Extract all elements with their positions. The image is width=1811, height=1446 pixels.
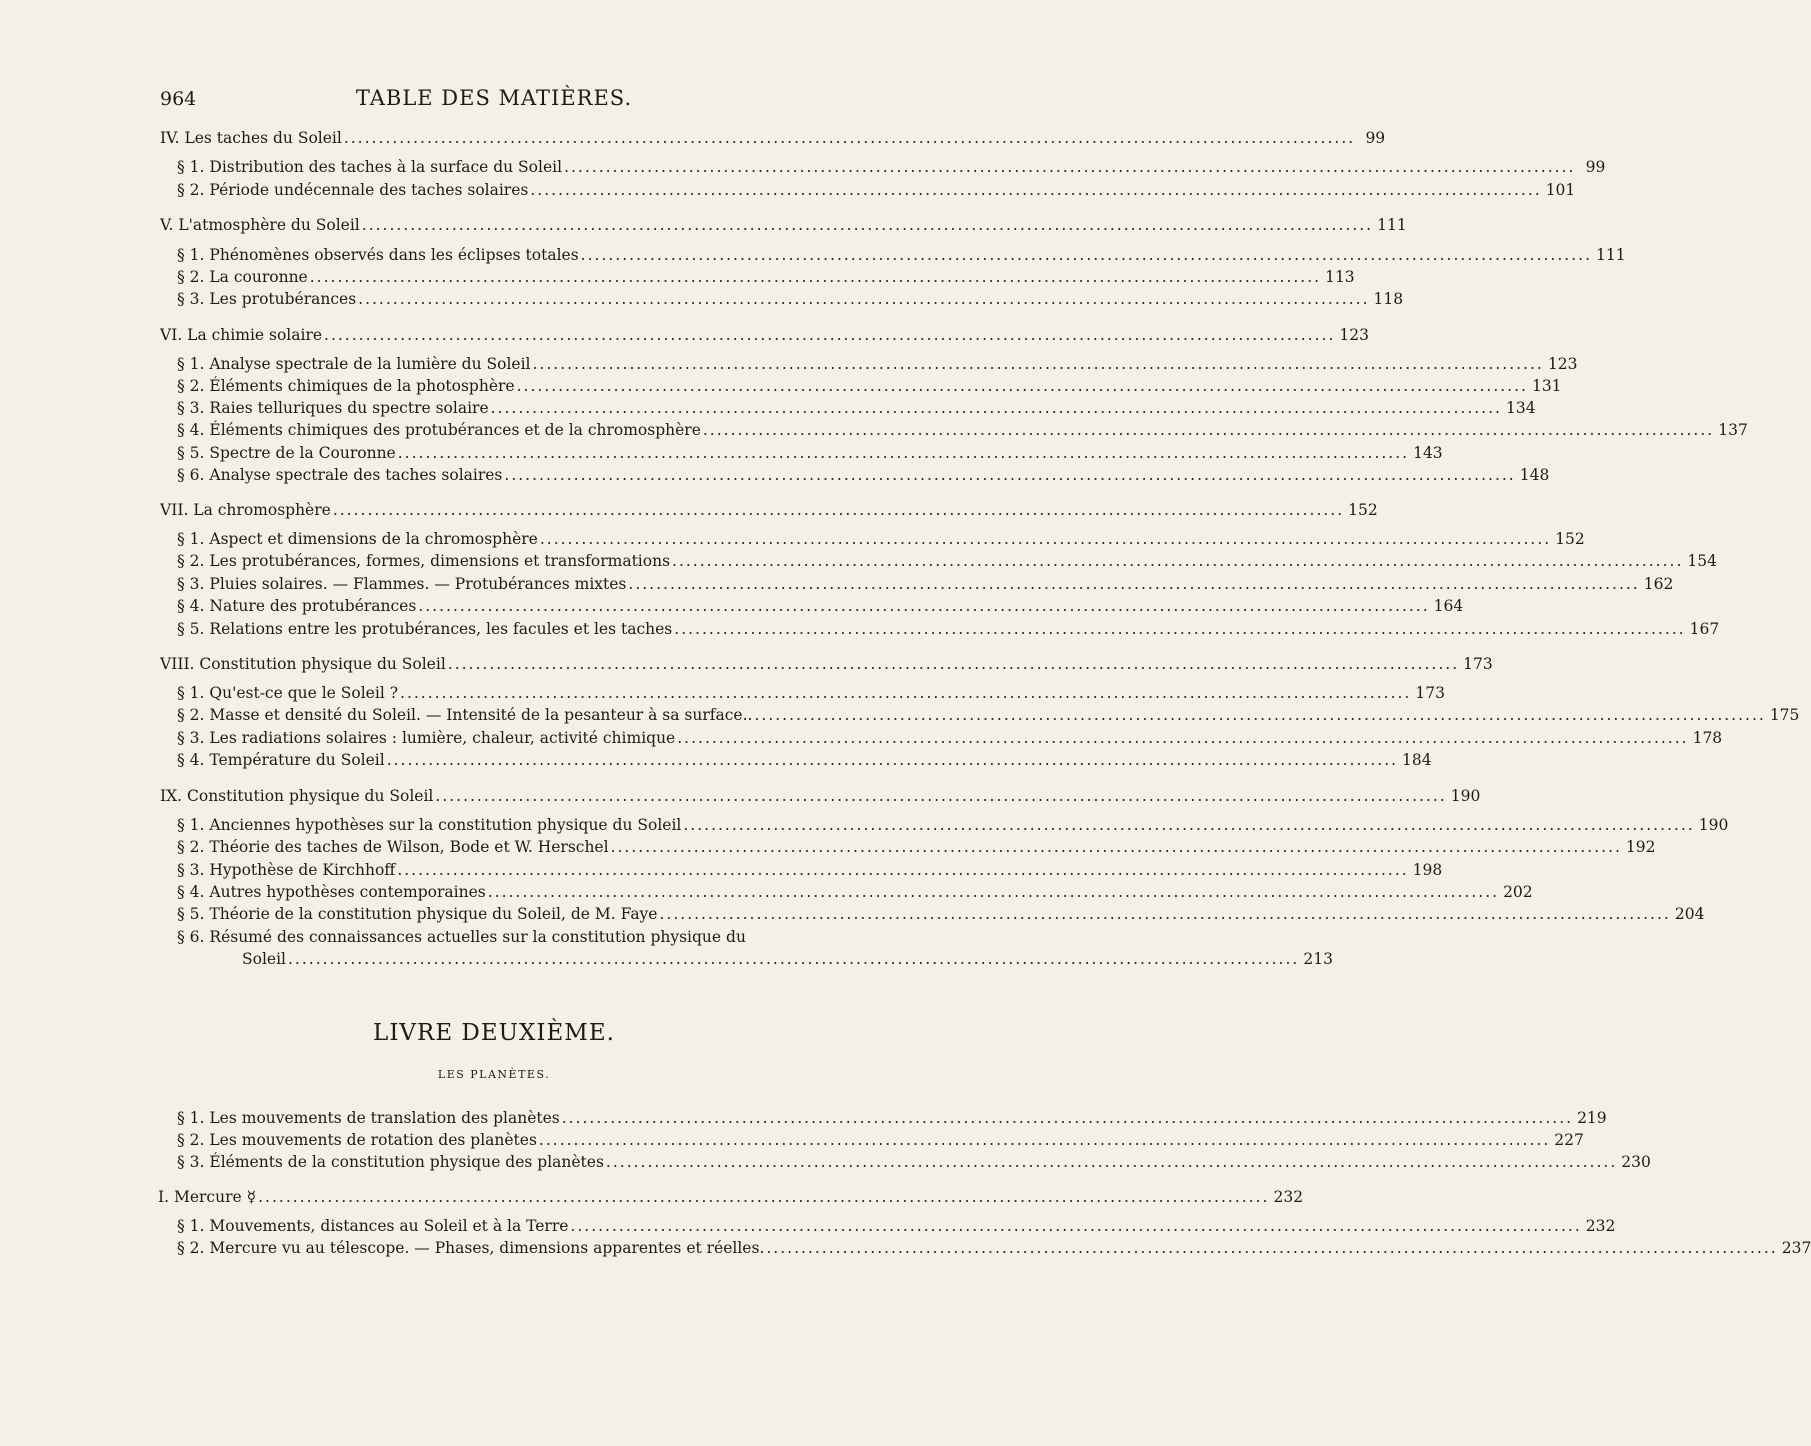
dot-leader: .................................................................................................................................................. <box>754 706 1766 724</box>
dot-leader: .................................................................................................................................................. <box>400 684 1412 702</box>
dot-leader: .................................................................................................................................................. <box>561 1109 1574 1127</box>
book-subtitle: LES PLANÈTES. <box>437 1068 551 1081</box>
dot-leader: .................................................................................................................................................. <box>504 466 1516 484</box>
toc-entry: § 4. Nature des protubérances .................................................................................................................................................. 164 <box>177 597 1464 615</box>
dot-leader: .................................................................................................................................................. <box>332 501 1345 519</box>
toc-entry: § 2. La couronne .................................................................................................................................................. 113 <box>177 268 1355 286</box>
toc-entry: § 4. Autres hypothèses contemporaines .................................................................................................................................................. 202 <box>177 883 1533 901</box>
dot-leader: .................................................................................................................................................. <box>674 620 1686 638</box>
toc-entry: § 1. Analyse spectrale de la lumière du Soleil .................................................................................................................................................. 123 <box>177 355 1578 373</box>
dot-leader: .................................................................................................................................................. <box>539 530 1552 548</box>
dot-leader: .................................................................................................................................................. <box>516 377 1528 395</box>
toc-entry: § 1. Anciennes hypothèses sur la constitution physique du Soleil .................................................................................................................................................. 190 <box>177 816 1729 834</box>
toc-entry: § 2. Les protubérances, formes, dimensions et transformations .................................................................................................................................................. 154 <box>177 552 1717 570</box>
dot-leader: .................................................................................................................................................. <box>677 729 1689 747</box>
dot-leader: .................................................................................................................................................. <box>530 181 1542 199</box>
toc-entry: § 3. Éléments de la constitution physique des planètes .................................................................................................................................................. 230 <box>177 1153 1651 1171</box>
toc-entry: § 1. Distribution des taches à la surface du Soleil .................................................................................................................................................. 99 <box>177 158 1606 176</box>
toc-entry: VIII. Constitution physique du Soleil .................................................................................................................................................. 173 <box>160 655 1493 673</box>
dot-leader: .................................................................................................................................................. <box>418 597 1430 615</box>
dot-leader: .................................................................................................................................................. <box>397 861 1409 879</box>
dot-leader: .................................................................................................................................................. <box>628 575 1640 593</box>
dot-leader: .................................................................................................................................................. <box>610 838 1622 856</box>
dot-leader: .................................................................................................................................................. <box>447 655 1460 673</box>
toc-entry: VII. La chromosphère .................................................................................................................................................. 152 <box>160 501 1378 519</box>
dot-leader: .................................................................................................................................................. <box>487 883 1500 901</box>
toc-entry: § 3. Pluies solaires. — Flammes. — Protubérances mixtes .................................................................................................................................................. 162 <box>177 575 1674 593</box>
toc-entry: VI. La chimie solaire .................................................................................................................................................. 123 <box>160 326 1369 344</box>
dot-leader: .................................................................................................................................................. <box>605 1153 1618 1171</box>
dot-leader: .................................................................................................................................................. <box>672 552 1684 570</box>
dot-leader: .................................................................................................................................................. <box>702 421 1715 439</box>
page-number: 964 <box>160 88 197 110</box>
toc-entry: § 5. Relations entre les protubérances, les facules et les taches .................................................................................................................................................. 167 <box>177 620 1720 638</box>
dot-leader: .................................................................................................................................................. <box>659 905 1671 923</box>
dot-leader: .................................................................................................................................................. <box>358 290 1370 308</box>
running-header <box>160 86 828 112</box>
dot-leader: .................................................................................................................................................. <box>386 751 1399 769</box>
toc-entry-continuation: Soleil .................................................................................................................................................. 213 <box>242 950 1333 968</box>
dot-leader: .................................................................................................................................................. <box>683 816 1695 834</box>
toc-entry: § 3. Hypothèse de Kirchhoff .................................................................................................................................................. 198 <box>177 861 1443 879</box>
toc-entry: § 2. Période undécennale des taches solaires .................................................................................................................................................. 101 <box>177 181 1576 199</box>
toc-entry: § 2. Masse et densité du Soleil. — Intensité de la pesanteur à sa surface.. .................................................................................................................................................. 175 <box>177 706 1800 724</box>
toc-entry: § 1. Aspect et dimensions de la chromosphère .................................................................................................................................................. 152 <box>177 530 1585 548</box>
toc-entry: V. L'atmosphère du Soleil .................................................................................................................................................. 111 <box>160 216 1407 234</box>
toc-entry: § 5. Spectre de la Couronne .................................................................................................................................................. 143 <box>177 444 1443 462</box>
dot-leader: .................................................................................................................................................. <box>343 129 1356 147</box>
toc-entry: § 1. Les mouvements de translation des planètes .................................................................................................................................................. 219 <box>177 1109 1607 1127</box>
dot-leader: .................................................................................................................................................. <box>361 216 1374 234</box>
dot-leader: .................................................................................................................................................. <box>288 950 1300 968</box>
toc-entry: § 2. Théorie des taches de Wilson, Bode et W. Herschel .................................................................................................................................................. 192 <box>177 838 1656 856</box>
toc-entry: § 3. Les radiations solaires : lumière, chaleur, activité chimique .................................................................................................................................................. 178 <box>177 729 1723 747</box>
dot-leader: .................................................................................................................................................. <box>258 1188 1270 1206</box>
dot-leader: .................................................................................................................................................. <box>532 355 1544 373</box>
toc-entry-first-line: § 6. Résumé des connaissances actuelles sur la constitution physique du <box>177 928 746 946</box>
dot-leader: .................................................................................................................................................. <box>435 787 1447 805</box>
toc-entry: § 6. Analyse spectrale des taches solaires .................................................................................................................................................. 148 <box>177 466 1550 484</box>
dot-leader: .................................................................................................................................................. <box>564 158 1576 176</box>
toc-entry: § 4. Température du Soleil .................................................................................................................................................. 184 <box>177 751 1432 769</box>
dot-leader: .................................................................................................................................................. <box>490 399 1502 417</box>
toc-entry: § 1. Phénomènes observés dans les éclipses totales .................................................................................................................................................. 111 <box>177 246 1626 264</box>
page-title: TABLE DES MATIÈRES. <box>355 86 633 110</box>
toc-entry: IV. Les taches du Soleil .................................................................................................................................................. 99 <box>160 129 1386 147</box>
toc-entry: § 2. Les mouvements de rotation des planètes .................................................................................................................................................. 227 <box>177 1131 1584 1149</box>
toc-entry: § 3. Raies telluriques du spectre solaire .................................................................................................................................................. 134 <box>177 399 1536 417</box>
toc-entry: IX. Constitution physique du Soleil .................................................................................................................................................. 190 <box>160 787 1481 805</box>
toc-entry: I. Mercure ☿ .................................................................................................................................................. 232 <box>158 1188 1304 1206</box>
toc-entry: § 1. Qu'est-ce que le Soleil ? .................................................................................................................................................. 173 <box>177 684 1445 702</box>
toc-entry: § 4. Éléments chimiques des protubérances et de la chromosphère .................................................................................................................................................. 137 <box>177 421 1748 439</box>
dot-leader: .................................................................................................................................................. <box>580 246 1592 264</box>
book-title: LIVRE DEUXIÈME. <box>373 1020 615 1046</box>
dot-leader: .................................................................................................................................................. <box>309 268 1322 286</box>
dot-leader: .................................................................................................................................................. <box>766 1239 1778 1257</box>
dot-leader: .................................................................................................................................................. <box>397 444 1410 462</box>
dot-leader: .................................................................................................................................................. <box>538 1131 1551 1149</box>
dot-leader: .................................................................................................................................................. <box>324 326 1336 344</box>
dot-leader: .................................................................................................................................................. <box>570 1217 1582 1235</box>
toc-entry: § 5. Théorie de la constitution physique du Soleil, de M. Faye .................................................................................................................................................. 204 <box>177 905 1705 923</box>
toc-entry: § 3. Les protubérances .................................................................................................................................................. 118 <box>177 290 1404 308</box>
toc-entry: § 2. Mercure vu au télescope. — Phases, dimensions apparentes et réelles. .................................................................................................................................................. 237 <box>177 1239 1811 1257</box>
toc-entry: § 1. Mouvements, distances au Soleil et à la Terre .................................................................................................................................................. 232 <box>177 1217 1616 1235</box>
toc-entry: § 2. Éléments chimiques de la photosphère .................................................................................................................................................. 131 <box>177 377 1562 395</box>
